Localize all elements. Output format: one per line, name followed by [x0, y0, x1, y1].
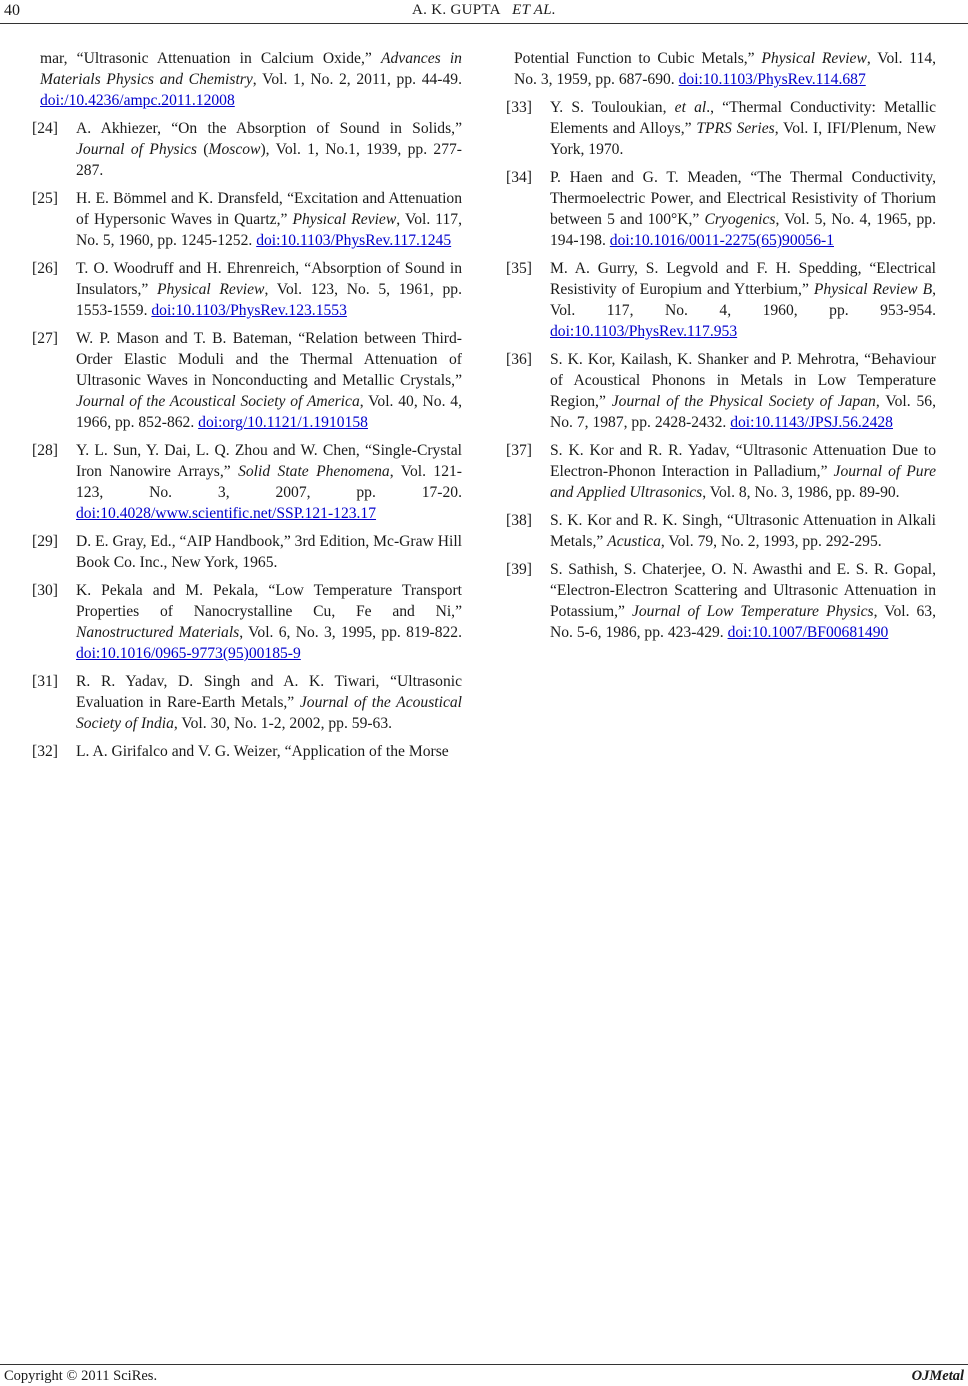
- right-reference-column: [506, 48, 936, 650]
- reference-entry: [32, 741, 462, 762]
- reference-text: , Vol. 117, No. 5, 1960, pp. 1245-1252.: [76, 211, 462, 249]
- reference-text: K. Pekala and M. Pekala, “Low Temperature Transport Properties of Nanocrystalline Cu, Fe and Ni,”: [76, 582, 462, 620]
- page-header: [0, 0, 968, 24]
- doi-link[interactable]: doi:10.1007/BF00681490: [727, 624, 889, 641]
- reference-text: T. O. Woodruff and H. Ehrenreich, “Absorption of Sound in Insulators,”: [76, 260, 462, 298]
- header-rule: [0, 23, 968, 24]
- reference-text: , Vol. 121-123, No. 3, 2007, pp. 17-20.: [76, 463, 462, 501]
- reference-entry: [506, 510, 936, 552]
- reference-number: [25]: [32, 190, 58, 207]
- footer-rule: [0, 1364, 968, 1365]
- publication-title: Physical Review: [292, 211, 397, 228]
- doi-link[interactable]: doi:10.1016/0965-9773(95)00185-9: [76, 645, 301, 662]
- reference-text: M. A. Gurry, S. Legvold and F. H. Spedding, “Electrical Resistivity of Europium and Ytterbium,”: [550, 260, 936, 298]
- doi-link[interactable]: doi:10.1143/JPSJ.56.2428: [730, 414, 893, 431]
- reference-text: P. Haen and G. T. Meaden, “The Thermal Conductivity, Thermoelectric Power, and Electrical Resistivity of Thorium between 5 and 100°K,”: [550, 169, 936, 228]
- reference-text: , Vol. 1, No. 2, 2011, pp. 44-49.: [252, 71, 462, 88]
- reference-text: W. P. Mason and T. B. Bateman, “Relation between Third-Order Elastic Moduli and the Thermal Attenuation of Ultrasonic Waves in Nonconducting and Metallic Crystals,”: [76, 330, 462, 389]
- reference-number: [30]: [32, 582, 58, 599]
- reference-text: S. K. Kor and R. K. Singh, “Ultrasonic Attenuation in Alkali Metals,”: [550, 512, 936, 550]
- reference-text: A. Akhiezer, “On the Absorption of Sound in Solids,”: [76, 120, 462, 137]
- reference-entry: [32, 328, 462, 433]
- reference-entry: [32, 580, 462, 664]
- doi-link[interactable]: doi:10.1016/0011-2275(65)90056-1: [609, 232, 834, 249]
- left-reference-column: [32, 48, 462, 769]
- reference-number: [35]: [506, 260, 532, 277]
- reference-text: R. R. Yadav, D. Singh and A. K. Tiwari, “Ultrasonic Evaluation in Rare-Earth Metals,”: [76, 673, 462, 711]
- publication-title: Journal of the Acoustical Society of America: [76, 393, 360, 410]
- reference-text: , Vol. 123, No. 5, 1961, pp. 1553-1559.: [76, 281, 462, 319]
- publication-title: Journal of Low Temperature Physics: [631, 603, 874, 620]
- running-head-etal: ET AL.: [512, 2, 556, 18]
- publication-title: et al: [674, 99, 707, 116]
- reference-entry: [32, 118, 462, 181]
- reference-number: [28]: [32, 442, 58, 459]
- reference-entry: [32, 258, 462, 321]
- reference-number: [38]: [506, 512, 532, 529]
- reference-number: [34]: [506, 169, 532, 186]
- copyright-notice: Copyright © 2011 SciRes.: [4, 1368, 158, 1384]
- reference-text: , Vol. 79, No. 2, 1993, pp. 292-295.: [660, 533, 882, 550]
- page-number: 40: [4, 2, 20, 19]
- reference-text: S. K. Kor, Kailash, K. Shanker and P. Mehrotra, “Behaviour of Acoustical Phonons in Metals in Low Temperature Region,”: [550, 351, 936, 410]
- reference-text: , Vol. 6, No. 3, 1995, pp. 819-822.: [239, 624, 462, 641]
- running-head-authors: A. K. GUPTA: [412, 2, 500, 18]
- reference-text: (: [196, 141, 209, 158]
- reference-text: S. Sathish, S. Chaterjee, O. N. Awasthi and E. S. R. Gopal, “Electron-Electron Scattering and Ultrasonic Attenuation in Potassium,”: [550, 561, 936, 620]
- reference-entry: [506, 349, 936, 433]
- reference-entry: [506, 48, 936, 90]
- reference-text: , Vol. 56, No. 7, 1987, pp. 2428-2432.: [550, 393, 936, 431]
- journal-name: OJMetal: [911, 1368, 964, 1384]
- reference-text: , Vol. 63, No. 5-6, 1986, pp. 423-429.: [550, 603, 936, 641]
- publication-title: Journal of Physics: [76, 141, 197, 158]
- publication-title: Cryogenics: [704, 211, 776, 228]
- doi-link[interactable]: doi:10.1103/PhysRev.117.1245: [256, 232, 452, 249]
- publication-title: Moscow: [208, 141, 261, 158]
- doi-link[interactable]: doi:/10.4236/ampc.2011.12008: [40, 92, 235, 109]
- reference-text: , Vol. 114, No. 3, 1959, pp. 687-690.: [514, 50, 937, 88]
- reference-text: D. E. Gray, Ed., “AIP Handbook,” 3rd Edition, Mc-Graw Hill Book Co. Inc., New York, 1965.: [76, 533, 462, 571]
- doi-link[interactable]: doi:10.1103/PhysRev.114.687: [678, 71, 866, 88]
- reference-entry: [32, 531, 462, 573]
- doi-link[interactable]: doi:10.1103/PhysRev.123.1553: [151, 302, 347, 319]
- reference-text: ., “Thermal Conductivity: Metallic Elements and Alloys,”: [550, 99, 936, 137]
- reference-number: [26]: [32, 260, 58, 277]
- reference-number: [31]: [32, 673, 58, 690]
- doi-link[interactable]: doi:10.4028/www.scientific.net/SSP.121-123.17: [76, 505, 377, 522]
- publication-title: Physical Review B: [813, 281, 933, 298]
- reference-text: mar, “Ultrasonic Attenuation in Calcium Oxide,”: [40, 50, 381, 67]
- reference-number: [29]: [32, 533, 58, 550]
- reference-text: S. K. Kor and R. R. Yadav, “Ultrasonic Attenuation Due to Electron-Phonon Interaction in Palladium,”: [550, 442, 936, 480]
- reference-text: , Vol. I, IFI/Plenum, New York, 1970.: [550, 120, 937, 158]
- publication-title: Physical Review: [157, 281, 265, 298]
- reference-entry: [506, 167, 936, 251]
- publication-title: Journal of the Acoustical Society of India: [76, 694, 462, 732]
- reference-text: , Vol. 117, No. 4, 1960, pp. 953-954.: [550, 281, 936, 319]
- reference-entry: [32, 440, 462, 524]
- reference-text: , Vol. 40, No. 4, 1966, pp. 852-862.: [76, 393, 462, 431]
- reference-entry: [32, 188, 462, 251]
- reference-text: L. A. Girifalco and V. G. Weizer, “Application of the Morse: [76, 743, 449, 760]
- reference-text: Potential Function to Cubic Metals,”: [514, 50, 762, 67]
- reference-text: ), Vol. 1, No.1, 1939, pp. 277-287.: [76, 141, 463, 179]
- reference-entry: [506, 440, 936, 503]
- reference-text: Y. L. Sun, Y. Dai, L. Q. Zhou and W. Chen, “Single-Crystal Iron Nanowire Arrays,”: [76, 442, 462, 480]
- publication-title: Physical Review: [761, 50, 867, 67]
- reference-text: H. E. Bömmel and K. Dransfeld, “Excitation and Attenuation of Hypersonic Waves in Quartz,”: [76, 190, 462, 228]
- publication-title: Advances in Materials Physics and Chemistry: [40, 50, 462, 88]
- reference-entry: [506, 559, 936, 643]
- running-head: [0, 2, 968, 19]
- publication-title: Journal of Pure and Applied Ultrasonics: [550, 463, 936, 501]
- reference-number: [33]: [506, 99, 532, 116]
- reference-number: [36]: [506, 351, 532, 368]
- reference-entry: [32, 48, 462, 111]
- doi-link[interactable]: doi:10.1103/PhysRev.117.953: [550, 323, 738, 340]
- publication-title: Journal of the Physical Society of Japan: [611, 393, 876, 410]
- reference-text: , Vol. 30, No. 1-2, 2002, pp. 59-63.: [173, 715, 393, 732]
- reference-number: [27]: [32, 330, 58, 347]
- reference-entry: [506, 258, 936, 342]
- reference-text: Y. S. Touloukian,: [550, 99, 675, 116]
- reference-text: , Vol. 8, No. 3, 1986, pp. 89-90.: [702, 484, 900, 501]
- publication-title: Nanostructured Materials: [76, 624, 240, 641]
- reference-number: [37]: [506, 442, 532, 459]
- publication-title: Solid State Phenomena: [238, 463, 390, 480]
- reference-number: [32]: [32, 743, 58, 760]
- publication-title: TPRS Series: [696, 120, 775, 137]
- reference-number: [24]: [32, 120, 58, 137]
- reference-entry: [506, 97, 936, 160]
- doi-link[interactable]: doi:org/10.1121/1.1910158: [198, 414, 368, 431]
- reference-entry: [32, 671, 462, 734]
- publication-title: Acustica: [607, 533, 661, 550]
- reference-text: , Vol. 5, No. 4, 1965, pp. 194-198.: [550, 211, 936, 249]
- reference-number: [39]: [506, 561, 532, 578]
